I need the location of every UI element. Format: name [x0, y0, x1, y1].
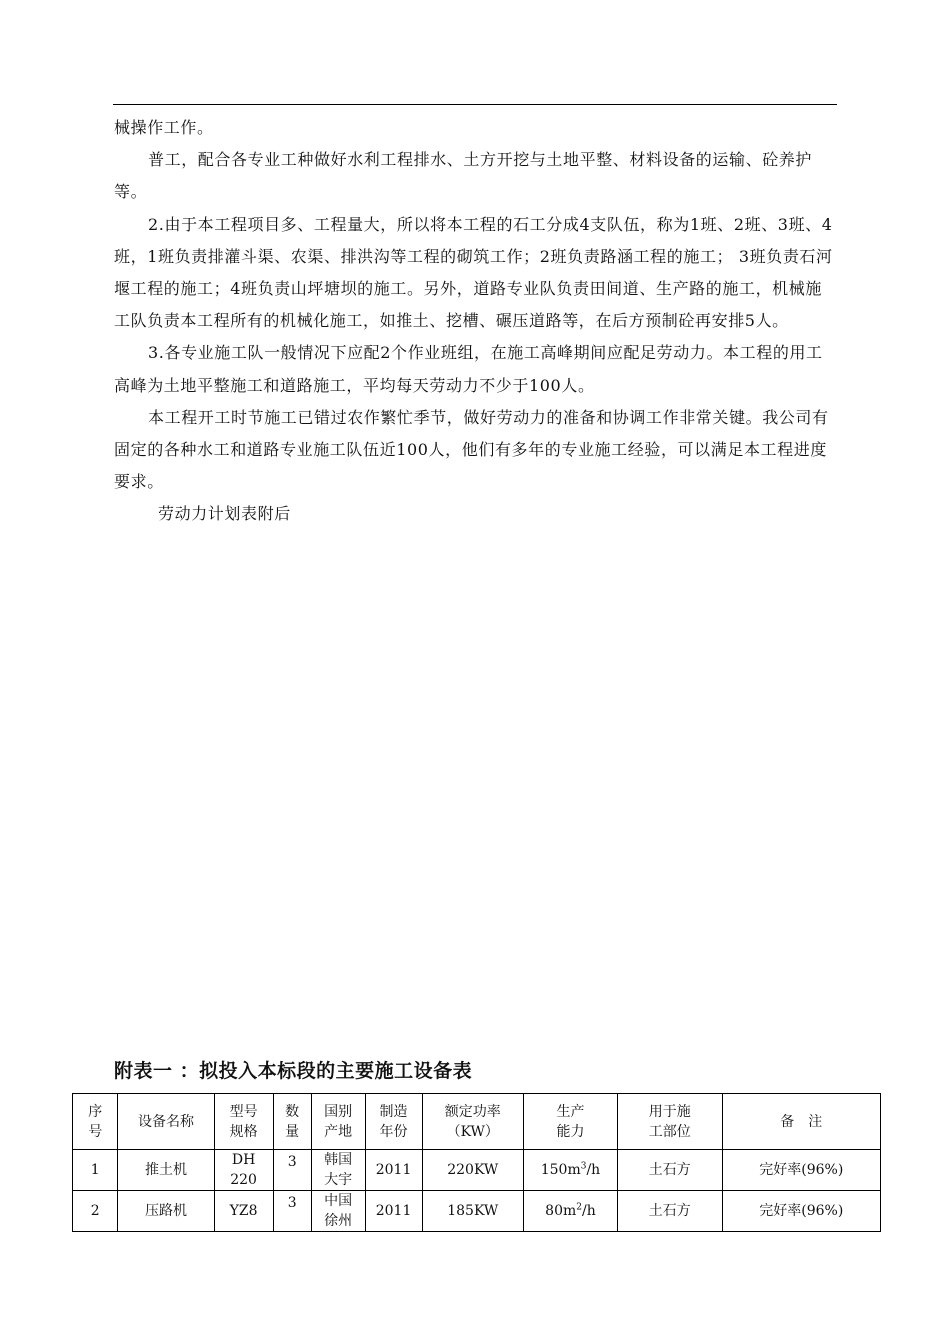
cell-location: 土石方	[617, 1150, 722, 1191]
table-header-row	[73, 1094, 881, 1150]
paragraph-item-2: 2.由于本工程项目多、工程量大，所以将本工程的石工分成4支队伍，称为1班、2班、3班、4班，1班负责排灌斗渠、农渠、排洪沟等工程的砌筑工作；2班负责路涵工程的施工； 3班负责石河堰工程的施工；4班负责山坪塘坝的施工。另外，道路专业队负责田间道、生产路的施工，机械施工队负责本工程所有的机械化施工，如推土、挖槽、碾压道路等，在后方预制砼再安排5人。	[114, 214, 833, 331]
cell-remark: 完好率(96%)	[722, 1150, 880, 1191]
cell-name: 推土机	[118, 1150, 214, 1191]
cell-remark: 完好率(96%)	[722, 1191, 880, 1232]
header-origin: 国别 产地	[311, 1094, 365, 1150]
table-title: 附表一 ：拟投入本标段的主要施工设备表	[114, 1060, 473, 1082]
header-qty: 数 量	[273, 1094, 311, 1150]
header-power: 额定功率 （KW）	[422, 1094, 523, 1150]
cell-year: 2011	[365, 1191, 422, 1232]
cell-location: 土石方	[617, 1191, 722, 1232]
cell-model: YZ8	[214, 1191, 273, 1232]
cell-power: 185KW	[422, 1191, 523, 1232]
cell-capacity: $80m^2/h$	[523, 1191, 617, 1232]
paragraph-general-labor: 普工，配合各专业工种做好水利工程排水、土方开挖与土地平整、材料设备的运输、砼养护等。	[114, 150, 813, 202]
header-remark: 备 注	[722, 1094, 880, 1150]
cell-no: 1	[73, 1150, 118, 1191]
cell-origin: 韩国 大宇	[311, 1150, 365, 1191]
cell-qty: 3	[273, 1191, 311, 1232]
header-capacity: 生产 能力	[523, 1094, 617, 1150]
table-row	[73, 1191, 881, 1232]
table-row	[73, 1150, 881, 1191]
cell-capacity: $150m^3/h$	[523, 1150, 617, 1191]
paragraph-schedule: 本工程开工时节施工已错过农作繁忙季节，做好劳动力的准备和协调工作非常关键。我公司有固定的各种水工和道路专业施工队伍近100人，他们有多年的专业施工经验，可以满足本工程进度要求。	[114, 407, 829, 492]
paragraph-item-3: 3.各专业施工队一般情况下应配2个作业班组，在施工高峰期间应配足劳动力。本工程的用工高峰为土地平整施工和道路施工，平均每天劳动力不少于100人。	[114, 343, 823, 395]
header-no: 序 号	[73, 1094, 118, 1150]
cell-power: 220KW	[422, 1150, 523, 1191]
paragraph-continuation: 械操作工作。	[114, 118, 214, 137]
header-rule	[113, 104, 837, 105]
cell-no: 2	[73, 1191, 118, 1232]
cell-qty: 3	[273, 1150, 311, 1191]
equipment-table	[72, 1093, 881, 1232]
cell-name: 压路机	[118, 1191, 214, 1232]
header-year: 制造 年份	[365, 1094, 422, 1150]
cell-year: 2011	[365, 1150, 422, 1191]
cell-model: DH 220	[214, 1150, 273, 1191]
header-model: 型号 规格	[214, 1094, 273, 1150]
header-name: 设备名称	[118, 1094, 214, 1150]
body-text	[114, 112, 838, 531]
cell-origin: 中国 徐州	[311, 1191, 365, 1232]
paragraph-labor-plan-note: 劳动力计划表附后	[158, 504, 291, 524]
header-location: 用于施 工部位	[617, 1094, 722, 1150]
